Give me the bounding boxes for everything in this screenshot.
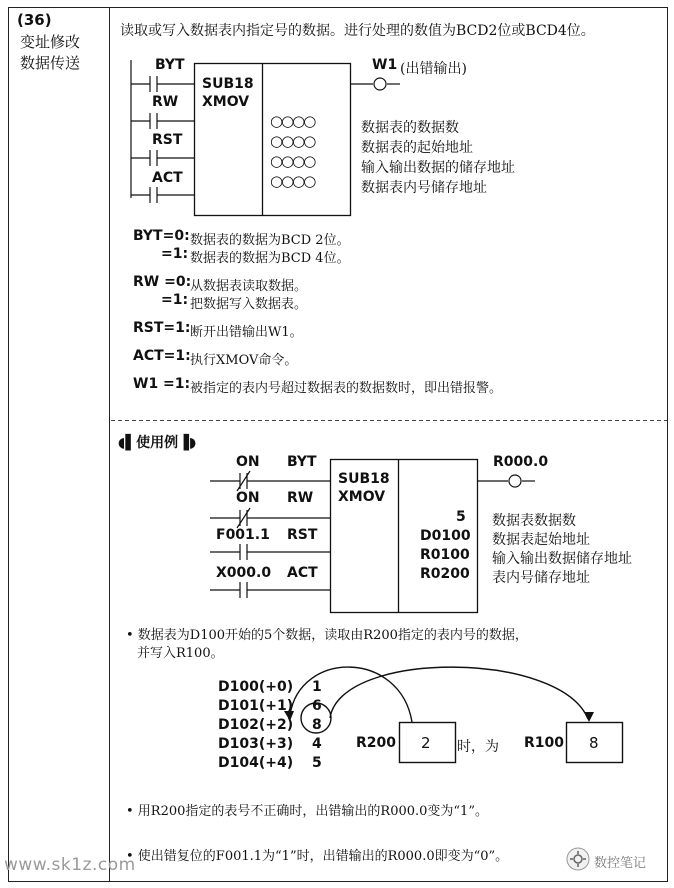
heading-right-mark-icon: ▐◗ [178,435,197,451]
bullet-2: • 用R200指定的表号不正确时，出错输出的R000.0变为“1”。 [126,804,488,819]
address-d103: D103(+3) [218,736,294,752]
when-text: 时，为 [457,739,499,755]
param-placeholder-1: ○○○○ [270,112,315,130]
heading-left-mark-icon: ◖▌ [118,435,137,451]
bullet-1-line1: • 数据表为D100开始的5个数据，读取由R200指定的表内号的数据， [126,628,528,643]
input-label-byt: BYT [155,57,185,73]
table-value-1: 6 [312,698,322,714]
table-value-3: 4 [312,736,322,752]
watermark-brand: 数控笔记 [594,856,647,871]
contact-on-1: ON [236,454,260,470]
function-code: XMOV [202,94,250,110]
r200-label: R200 [356,735,397,751]
contact-x000-0: X000.0 [216,565,272,581]
desc-byt0-label: BYT=0: [133,228,190,244]
desc-byt1-text: 数据表的数据为BCD 4位。 [190,251,350,266]
value-io-address: R0100 [420,547,470,563]
intro-text: 读取或写入数据表内指定号的数据。进行处理的数值为BCD2位或BCD4位。 [120,23,595,39]
section-number: (36) [17,11,52,29]
param-desc-1: 数据表的数据数 [361,120,459,136]
desc-w1-label: W1 =1: [133,376,191,392]
signal-rst: RST [287,527,318,543]
desc-rw0-label: RW =0: [133,274,192,290]
desc-act-text: 执行XMOV命令。 [190,353,298,368]
signal-byt: BYT [287,454,317,470]
signal-rw: RW [287,490,314,506]
section-title-line2: 数据传送 [20,54,81,72]
param-placeholder-3: ○○○○ [270,152,315,170]
param-desc-2: 数据表的起始地址 [361,140,473,156]
param-desc-3: 输入输出数据的储存地址 [361,160,515,176]
note-data-count: 数据表数据数 [492,513,576,529]
output-note: (出错输出) [400,61,467,77]
signal-act: ACT [287,565,318,581]
desc-act-label: ACT=1: [133,348,191,364]
table-value-2: 8 [312,717,322,733]
param-placeholder-4: ○○○○ [270,172,315,190]
value-index-address: R0200 [420,566,470,582]
contact-f001-1: F001.1 [216,527,270,543]
bullet-1-line2: 并写入R100。 [137,646,224,661]
param-desc-4: 数据表内号储存地址 [361,180,487,196]
brand-logo-icon [566,847,590,871]
example-function-name: SUB18 [338,471,390,487]
table-value-0: 1 [312,679,322,695]
address-d101: D101(+1) [218,698,294,714]
input-label-act: ACT [152,170,183,186]
address-d100: D100(+0) [218,679,294,695]
input-label-rst: RST [152,132,183,148]
note-index-address: 表内号储存地址 [492,570,590,586]
example-heading: ◖▌使用例▐◗ [118,435,197,451]
output-label-w1: W1 [372,57,398,73]
address-d104: D104(+4) [218,755,294,771]
desc-byt1-label: =1: [161,246,189,262]
value-table-start: D0100 [420,528,471,544]
desc-rst-text: 断开出错输出W1。 [190,325,303,340]
example-function-code: XMOV [338,489,386,505]
note-io-address: 输入输出数据储存地址 [492,551,632,567]
r200-value: 2 [421,734,431,752]
desc-w1-text: 被指定的表内号超过数据表的数据数时，即出错报警。 [190,381,503,396]
contact-on-2: ON [236,490,260,506]
address-d102: D102(+2) [218,717,294,733]
table-value-4: 5 [312,755,322,771]
param-placeholder-2: ○○○○ [270,132,315,150]
section-title-line1: 变址修改 [20,33,81,51]
desc-byt0-text: 数据表的数据为BCD 2位。 [190,233,350,248]
r100-label: R100 [524,735,565,751]
input-label-rw: RW [152,94,179,110]
watermark-site: www.sk1z.com [4,855,136,875]
r100-value: 8 [589,734,599,752]
function-name: SUB18 [202,76,254,92]
example-output-label: R000.0 [493,454,549,470]
value-data-count: 5 [456,509,466,525]
desc-rw1-text: 把数据写入数据表。 [190,297,308,312]
desc-rw0-text: 从数据表读取数据。 [190,279,308,294]
bullet-3: • 使出错复位的F001.1为“1”时，出错输出的R000.0即变为“0”。 [126,849,509,864]
note-table-start: 数据表起始地址 [492,532,590,548]
desc-rst-label: RST=1: [133,320,191,336]
desc-rw1-label: =1: [161,292,189,308]
